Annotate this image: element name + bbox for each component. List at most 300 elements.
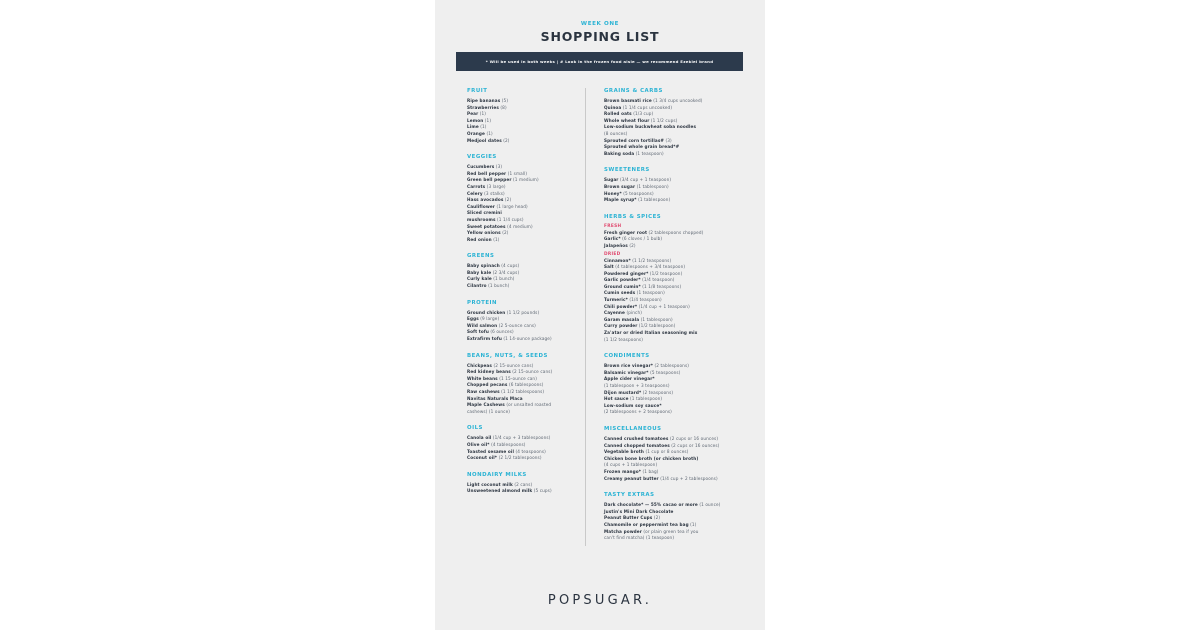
- item-quantity: (1/2 tablespoon): [638, 323, 676, 329]
- item-name: Orange: [467, 130, 485, 136]
- item-name: Chopped pecans: [467, 382, 508, 388]
- section-grains-carbs: [604, 88, 746, 157]
- list-item: [467, 323, 609, 330]
- list-item: [467, 329, 609, 336]
- list-item: [604, 443, 746, 450]
- item-list: [604, 230, 746, 250]
- list-item: [467, 191, 609, 198]
- list-item: [604, 476, 746, 483]
- list-item: [604, 522, 746, 529]
- list-item: [604, 118, 746, 125]
- item-quantity: (1 3/4 cups uncooked): [653, 98, 703, 103]
- item-quantity: (1 bag): [642, 468, 659, 474]
- item-quantity: (1 1/4 cups uncooked): [622, 104, 673, 110]
- section-heading: PROTEIN: [467, 299, 498, 306]
- item-name: Lime: [467, 124, 479, 130]
- item-quantity: (pinch): [626, 310, 642, 316]
- item-name: Pear: [467, 111, 479, 117]
- item-name: Brown sugar: [604, 183, 636, 189]
- list-item: [604, 363, 746, 370]
- item-name: Dijon mustard*: [604, 389, 642, 395]
- item-name: Baking soda: [604, 150, 635, 156]
- item-quantity: (3/4 cup + 1 teaspoon): [619, 177, 672, 183]
- list-item: [604, 509, 746, 516]
- item-name: Light coconut milk: [467, 481, 513, 487]
- list-item: [604, 131, 746, 138]
- list-item: [604, 105, 746, 112]
- item-name: Za'atar or dried Italian seasoning mix: [604, 330, 698, 336]
- item-name: Matcha powder: [604, 528, 642, 534]
- item-name: Raw cashews: [467, 389, 500, 394]
- list-item: [467, 449, 609, 456]
- list-item: [604, 310, 746, 317]
- section-heading: VEGGIES: [467, 154, 497, 161]
- item-name: Canned chopped tomatoes: [604, 442, 670, 448]
- item-quantity: (1 14-ounce package): [503, 336, 552, 342]
- item-quantity: (1 tablespoon + 3 teaspoons): [604, 383, 670, 388]
- item-name: Hass avocados: [467, 197, 504, 203]
- item-quantity: (1 1/8 teaspoons): [642, 283, 682, 289]
- list-item: [604, 124, 746, 131]
- item-list: [467, 263, 609, 289]
- list-item: [604, 98, 746, 105]
- item-name: Justin's Mini Dark Chocolate: [604, 508, 674, 514]
- list-item: [604, 436, 746, 443]
- list-item: [604, 449, 746, 456]
- list-item: [604, 383, 746, 390]
- list-item: [467, 409, 609, 416]
- item-quantity: (2 15-ounce cans): [512, 369, 553, 375]
- section-herbs-spices: [604, 214, 746, 344]
- list-item: [467, 124, 609, 131]
- list-item: [604, 502, 746, 509]
- list-item: [467, 389, 609, 396]
- list-item: [604, 144, 746, 151]
- item-quantity: (1 ounce): [699, 502, 721, 508]
- item-name: Quinoa: [604, 104, 622, 110]
- item-quantity: (8): [500, 104, 507, 110]
- list-item: [604, 462, 746, 469]
- item-quantity: (or plain green tea if you: [643, 528, 699, 534]
- item-name: Cayenne: [604, 310, 625, 316]
- item-list: [467, 98, 609, 144]
- list-item: [467, 270, 609, 277]
- list-item: [467, 435, 609, 442]
- legend-note: * Will be used in both weeks | # Look in the frozen food aisle — we recommend Ezekiel brand: [485, 59, 714, 64]
- item-quantity: (5): [501, 98, 509, 103]
- item-quantity: (4 tablespoons): [491, 441, 526, 447]
- item-name: Red bell pepper: [467, 170, 507, 176]
- list-item: [604, 469, 746, 476]
- item-name: Green bell pepper: [467, 177, 512, 183]
- list-item: [604, 337, 746, 344]
- item-quantity: (1/4 cup + 2 tablespoons): [660, 475, 718, 481]
- item-name: Brown rice vinegar*: [604, 363, 654, 369]
- item-quantity: (1 medium): [513, 177, 539, 183]
- item-quantity: (3): [495, 164, 503, 170]
- list-item: [467, 177, 609, 184]
- item-name: Cumin seeds: [604, 290, 636, 296]
- item-name: Ripe bananas: [467, 98, 501, 103]
- item-quantity: (1): [484, 117, 492, 123]
- item-name: Rolled oats: [604, 111, 632, 117]
- left-column: [467, 88, 609, 495]
- item-quantity: (2 15-ounce cans): [493, 362, 534, 368]
- item-quantity: (4 teaspoons): [515, 448, 546, 454]
- list-item: [604, 330, 746, 337]
- item-quantity: cashews) (1 ounce): [467, 408, 511, 414]
- section-heading: GRAINS & CARBS: [604, 88, 663, 94]
- item-name: Eggs: [467, 316, 479, 322]
- item-quantity: (1 tablespoon): [636, 183, 669, 189]
- item-quantity: (3 large): [486, 183, 506, 189]
- list-item: [467, 482, 609, 489]
- popsugar-logo: POPSUGAR.: [547, 593, 653, 608]
- item-quantity: (5 teaspoons): [650, 369, 681, 375]
- item-list: [604, 436, 746, 482]
- list-item: [604, 456, 746, 463]
- item-name: Brown basmati rice: [604, 98, 652, 103]
- item-name: Garam masala: [604, 316, 640, 322]
- list-item: [604, 197, 746, 204]
- item-name: Yellow onions: [467, 230, 501, 236]
- item-name: Creamy peanut butter: [604, 475, 659, 481]
- item-quantity: (1): [479, 111, 487, 117]
- item-name: Balsamic vinegar*: [604, 369, 649, 375]
- section-heading: TASTY EXTRAS: [604, 492, 655, 499]
- right-column: [604, 88, 746, 542]
- item-list: [467, 310, 609, 343]
- list-item: [604, 370, 746, 377]
- item-quantity: (1 bunch): [493, 276, 515, 282]
- section-nondairy-milks: [467, 472, 609, 495]
- section-condiments: [604, 353, 746, 416]
- list-item: [604, 177, 746, 184]
- item-quantity: (2 tablespoons chopped): [648, 229, 704, 235]
- item-name: Honey*: [604, 190, 622, 196]
- item-name: Canola oil: [467, 435, 492, 441]
- item-name: Maple Cashews: [467, 402, 505, 408]
- list-item: [604, 111, 746, 118]
- list-item: [604, 277, 746, 284]
- item-quantity: (1 1/4 cups): [497, 216, 524, 222]
- item-name: Sweet potatoes: [467, 223, 506, 229]
- item-quantity: (9 large): [480, 316, 500, 322]
- list-item: [604, 290, 746, 297]
- item-name: Lemon: [467, 117, 484, 123]
- list-item: [467, 105, 609, 112]
- item-quantity: (6 cloves / 1 bulb): [622, 236, 663, 242]
- item-quantity: (2 cups or 16 ounces): [669, 435, 719, 441]
- list-item: [467, 210, 609, 217]
- item-name: Curry powder: [604, 323, 638, 329]
- list-item: [467, 363, 609, 370]
- list-item: [604, 236, 746, 243]
- item-quantity: (2): [629, 242, 636, 248]
- item-name: Wild salmon: [467, 322, 498, 328]
- list-item: [604, 535, 746, 542]
- section-heading: BEANS, NUTS, & SEEDS: [467, 352, 548, 359]
- item-quantity: (8 ounces): [604, 130, 628, 136]
- section-oils: [467, 425, 609, 461]
- list-item: [604, 403, 746, 410]
- item-name: Salt: [604, 264, 614, 270]
- shopping-list-sheet: [435, 0, 765, 630]
- item-name: Coconut oil*: [467, 455, 498, 461]
- item-list: [604, 177, 746, 203]
- section-heading: SWEETENERS: [604, 167, 650, 174]
- item-name: Turmeric*: [604, 297, 628, 303]
- list-item: [604, 515, 746, 522]
- item-name: Unsweetened almond milk: [467, 488, 533, 494]
- item-name: Cilantro: [467, 283, 487, 289]
- list-item: [467, 204, 609, 211]
- section-sweeteners: [604, 167, 746, 203]
- item-name: Baby kale: [467, 269, 492, 275]
- item-quantity: (1): [493, 236, 500, 242]
- list-item: [467, 98, 609, 105]
- item-name: Red onion: [467, 236, 492, 242]
- item-quantity: (1 teaspoon): [636, 290, 665, 296]
- list-item: [604, 304, 746, 311]
- item-quantity: (3 stalks): [484, 190, 505, 196]
- item-name: Maple syrup*: [604, 197, 637, 203]
- item-quantity: (2 tablespoons + 2 teaspoons): [604, 409, 672, 415]
- list-item: [604, 409, 746, 416]
- list-item: [467, 382, 609, 389]
- item-quantity: (1 1/2 tablespoons): [501, 389, 545, 394]
- item-quantity: (2): [503, 137, 510, 143]
- list-item: [604, 323, 746, 330]
- item-quantity: (4 tablespoons + 3/4 teaspoon): [615, 264, 686, 270]
- item-quantity: (1 cup or 8 ounces): [645, 449, 689, 455]
- section-miscellaneous: [604, 426, 746, 482]
- item-name: Medjool dates: [467, 137, 502, 143]
- item-quantity: (1 15-ounce can): [499, 375, 537, 381]
- page-title: SHOPPING LIST: [540, 29, 660, 44]
- item-quantity: (1 1/2 teaspoons): [632, 257, 672, 263]
- section-heading: CONDIMENTS: [604, 353, 650, 360]
- section-heading: NONDAIRY MILKS: [467, 471, 527, 478]
- item-quantity: (4 cups): [501, 263, 520, 269]
- list-item: [467, 197, 609, 204]
- list-item: [604, 191, 746, 198]
- section-tasty-extras: [604, 492, 746, 542]
- list-item: [467, 369, 609, 376]
- item-list: [467, 482, 609, 495]
- item-list: [604, 98, 746, 157]
- item-quantity: (1/4 teaspoon): [629, 297, 662, 303]
- item-quantity: (6 ounces): [490, 329, 514, 335]
- list-item: [467, 230, 609, 237]
- list-item: [604, 297, 746, 304]
- list-item: [467, 283, 609, 290]
- item-name: Olive oil*: [467, 441, 490, 447]
- item-name: Chicken bone broth (or chicken broth): [604, 455, 699, 461]
- item-quantity: (or unsalted roasted: [506, 402, 552, 408]
- item-quantity: (2 teaspoons): [642, 389, 674, 395]
- item-name: Apple cider vinegar*: [604, 376, 655, 382]
- item-quantity: (2): [502, 230, 509, 236]
- subsection-heading: FRESH: [604, 223, 622, 229]
- item-quantity: (4 medium): [507, 223, 533, 229]
- item-name: Chamomile or peppermint tea bag: [604, 521, 689, 527]
- item-name: Baby spinach: [467, 263, 500, 269]
- item-name: Red kidney beans: [467, 369, 511, 375]
- item-quantity: (1 large head): [496, 203, 528, 209]
- item-list: [467, 363, 609, 416]
- section-heading: MISCELLANEOUS: [604, 425, 662, 432]
- list-item: [467, 171, 609, 178]
- item-quantity: (1 bunch): [488, 283, 510, 289]
- list-item: [604, 317, 746, 324]
- item-quantity: (2 tablespoons): [654, 363, 689, 369]
- list-item: [467, 111, 609, 118]
- item-quantity: (5 teaspoons): [623, 190, 654, 196]
- list-item: [467, 118, 609, 125]
- item-name: Low-sodium buckwheat soba noodles: [604, 124, 697, 130]
- item-quantity: (6 tablespoons): [508, 382, 544, 388]
- item-quantity: (1/2 teaspoon): [649, 270, 683, 276]
- list-item: [604, 264, 746, 271]
- item-name: Carrots: [467, 183, 486, 189]
- list-item: [604, 376, 746, 383]
- section-heading: FRUIT: [467, 88, 488, 94]
- item-quantity: (1 1/2 teaspoons): [604, 336, 643, 342]
- section-fruit: [467, 88, 609, 144]
- item-quantity: (3): [665, 137, 672, 143]
- week-label: WEEK ONE: [580, 21, 620, 27]
- item-name: Extrafirm tofu: [467, 336, 502, 342]
- list-item: [604, 151, 746, 158]
- item-quantity: (1/4 cup + 1 teaspoon): [638, 303, 690, 309]
- list-item: [604, 396, 746, 403]
- section-beans-nuts-seeds: [467, 353, 609, 416]
- item-name: Navitas Naturals Maca: [467, 395, 523, 401]
- list-item: [467, 131, 609, 138]
- item-name: Dark chocolate* — 55% cacao or more: [604, 502, 698, 508]
- item-name: Peanut Butter Cups: [604, 515, 653, 521]
- item-name: Ground chicken: [467, 309, 506, 315]
- list-item: [467, 138, 609, 145]
- item-quantity: (1 tablespoon): [630, 396, 663, 402]
- item-name: Frozen mango*: [604, 468, 642, 474]
- item-quantity: (1/4 cup + 3 tablespoons): [492, 435, 551, 441]
- item-name: Toasted sesame oil: [467, 448, 515, 454]
- item-list: [467, 435, 609, 461]
- section-heading: OILS: [467, 425, 483, 432]
- item-quantity: (1): [690, 521, 697, 527]
- item-quantity: (2 cups or 16 ounces): [671, 442, 720, 448]
- item-name: Garlic powder*: [604, 277, 641, 283]
- item-name: Chickpeas: [467, 362, 492, 368]
- item-name: Cucumbers: [467, 164, 495, 170]
- item-name: Chili powder*: [604, 303, 638, 309]
- item-name: Hot sauce: [604, 396, 629, 402]
- item-name: Sprouted whole grain bread*#: [604, 144, 680, 150]
- section-heading: HERBS & SPICES: [604, 213, 662, 220]
- item-name: Soft tofu: [467, 329, 489, 335]
- list-item: [604, 184, 746, 191]
- item-name: Whole wheat flour: [604, 117, 650, 123]
- list-item: [467, 217, 609, 224]
- item-list: [604, 363, 746, 416]
- item-quantity: (1/3 cup): [633, 111, 654, 117]
- item-quantity: (1 1/2 pounds): [506, 309, 540, 315]
- subsection-heading: DRIED: [604, 251, 621, 257]
- item-name: Cinnamon*: [604, 257, 631, 263]
- list-item: [467, 442, 609, 449]
- item-quantity: (2 1/2 tablespoons): [498, 455, 542, 461]
- list-item: [467, 184, 609, 191]
- item-quantity: (1 teaspoon): [635, 150, 664, 156]
- list-item: [604, 258, 746, 265]
- item-name: Jalapeños: [604, 242, 628, 248]
- item-quantity: can't find matcha) (1 teaspoon): [604, 535, 675, 541]
- item-quantity: (1): [480, 124, 487, 130]
- item-quantity: (2): [504, 197, 512, 203]
- item-name: Sprouted corn tortillas#: [604, 137, 665, 143]
- item-name: Fresh ginger root: [604, 229, 648, 235]
- list-item: [467, 224, 609, 231]
- item-name: Vegetable broth: [604, 449, 644, 455]
- item-name: Garlic*: [604, 236, 621, 242]
- item-name: Ground cumin*: [604, 283, 641, 289]
- item-name: Strawberries: [467, 104, 499, 110]
- list-item: [604, 138, 746, 145]
- list-item: [467, 237, 609, 244]
- list-item: [467, 488, 609, 495]
- item-list: [604, 502, 746, 542]
- item-quantity: (2): [653, 515, 661, 521]
- item-name: White beans: [467, 375, 498, 381]
- list-item: [604, 230, 746, 237]
- item-quantity: (1 tablespoon): [640, 316, 673, 322]
- item-name: Powdered ginger*: [604, 270, 649, 276]
- item-quantity: (1 1/2 cups): [650, 117, 678, 123]
- item-quantity: (5 cups): [533, 488, 552, 494]
- item-quantity: (1 tablespoon): [638, 197, 671, 203]
- item-name: mushrooms: [467, 216, 496, 222]
- list-item: [467, 402, 609, 409]
- item-name: Low-sodium soy sauce*: [604, 402, 662, 408]
- list-item: [467, 310, 609, 317]
- item-name: Cauliflower: [467, 203, 495, 209]
- list-item: [604, 284, 746, 291]
- list-item: [604, 271, 746, 278]
- item-quantity: (1/4 teaspoon): [642, 277, 675, 283]
- section-veggies: [467, 154, 609, 243]
- section-protein: [467, 300, 609, 343]
- item-name: Celery: [467, 190, 483, 196]
- item-quantity: (1): [486, 130, 493, 136]
- item-name: Canned crushed tomatoes: [604, 435, 669, 441]
- list-item: [467, 376, 609, 383]
- item-list: [604, 258, 746, 344]
- item-list: [467, 164, 609, 243]
- item-name: Sliced cremini: [467, 210, 502, 216]
- list-item: [604, 243, 746, 250]
- list-item: [604, 529, 746, 536]
- list-item: [467, 263, 609, 270]
- list-item: [467, 336, 609, 343]
- list-item: [467, 316, 609, 323]
- list-item: [467, 396, 609, 403]
- item-quantity: (2 3/4 cups): [492, 269, 520, 275]
- list-item: [467, 276, 609, 283]
- item-quantity: (2 5-ounce cans): [498, 322, 536, 328]
- list-item: [467, 455, 609, 462]
